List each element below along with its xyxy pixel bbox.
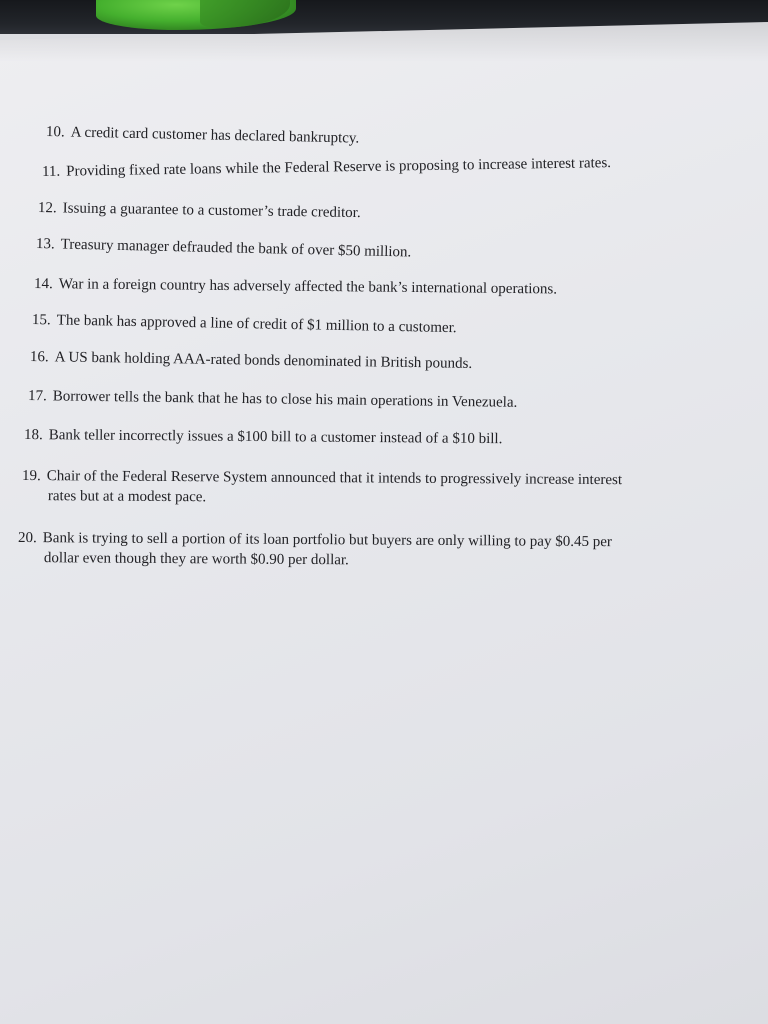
question-text: War in a foreign country has adversely affected the bank’s international operations. bbox=[58, 276, 558, 298]
question-number: 12. bbox=[37, 200, 57, 217]
question-19 bbox=[22, 466, 622, 510]
question-number: 16. bbox=[29, 349, 49, 366]
question-number: 19. bbox=[22, 468, 41, 485]
question-line bbox=[18, 548, 612, 572]
question-text: Treasury manager defrauded the bank of over $50 million. bbox=[60, 236, 412, 261]
question-number: 18. bbox=[23, 427, 43, 444]
question-text: A credit card customer has declared bankruptcy. bbox=[70, 124, 360, 147]
question-number: 11. bbox=[41, 163, 61, 180]
question-text: Issuing a guarantee to a customer’s trade creditor. bbox=[62, 200, 361, 222]
question-text: rates but at a modest pace. bbox=[47, 488, 207, 506]
question-number: 14. bbox=[33, 276, 53, 293]
question-text: Bank is trying to sell a portion of its loan portfolio but buyers are only willing to pay $0.45 per bbox=[42, 530, 612, 551]
question-text: The bank has approved a line of credit of $1 million to a customer. bbox=[56, 312, 457, 337]
question-20 bbox=[18, 528, 612, 572]
question-number: 15. bbox=[31, 312, 51, 329]
question-text: Providing fixed rate loans while the Federal Reserve is proposing to increase interest rates. bbox=[66, 155, 612, 180]
question-number: 17. bbox=[27, 388, 47, 405]
question-text: Bank teller incorrectly issues a $100 bill to a customer instead of a $10 bill. bbox=[48, 427, 503, 448]
question-text: Chair of the Federal Reserve System announced that it intends to progressively increase interest bbox=[46, 468, 623, 489]
question-number: 13. bbox=[35, 236, 55, 253]
question-text: Borrower tells the bank that he has to close his main operations in Venezuela. bbox=[52, 388, 518, 411]
question-text: A US bank holding AAA-rated bonds denominated in British pounds. bbox=[54, 349, 473, 372]
question-18 bbox=[24, 425, 503, 449]
question-line bbox=[22, 486, 622, 510]
question-text: dollar even though they are worth $0.90 per dollar. bbox=[43, 550, 349, 569]
question-number: 20. bbox=[18, 530, 37, 547]
question-number: 10. bbox=[45, 124, 65, 141]
